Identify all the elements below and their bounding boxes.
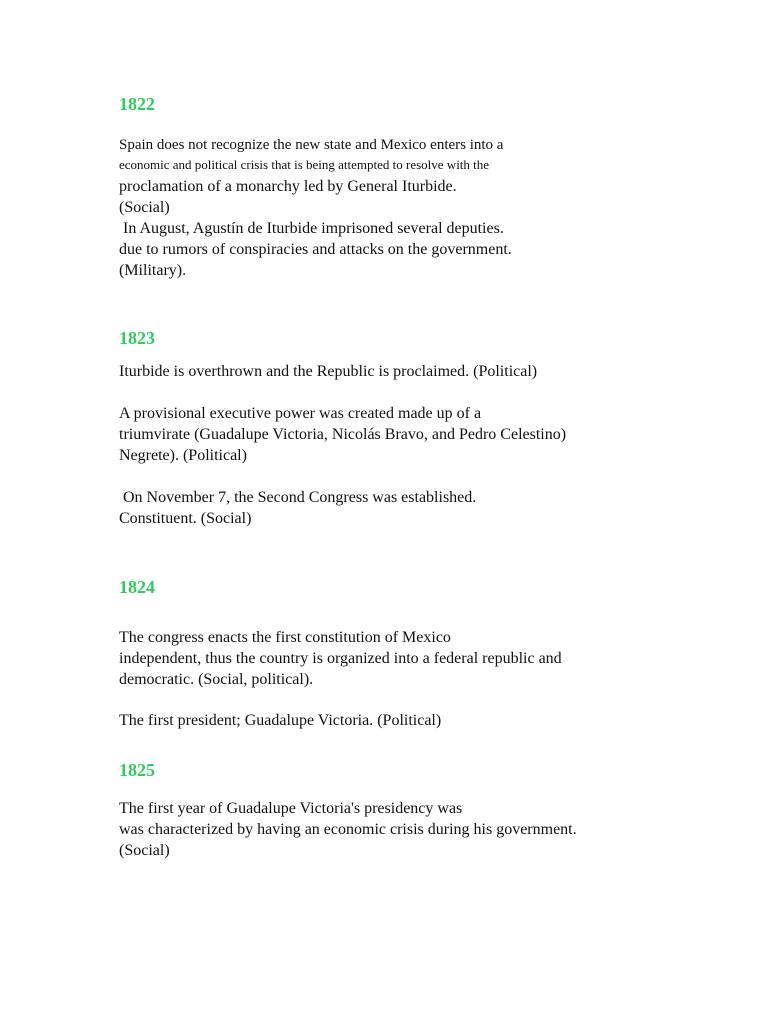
text-line: The congress enacts the first constitution of Mexico xyxy=(119,629,451,646)
text-line: The first year of Guadalupe Victoria's presidency was xyxy=(119,800,463,817)
text-line: (Social) xyxy=(119,842,170,859)
text-line: independent, thus the country is organized into a federal republic and xyxy=(119,650,562,667)
text-line: due to rumors of conspiracies and attacks on the government. xyxy=(119,241,512,258)
text-line: Negrete). (Political) xyxy=(119,447,247,464)
year-heading-1824: 1824 xyxy=(119,577,155,597)
text-line: (Military). xyxy=(119,262,187,279)
year-heading-1825: 1825 xyxy=(119,760,155,780)
text-line: Iturbide is overthrown and the Republic is proclaimed. (Political) xyxy=(119,363,538,380)
year-heading-1822: 1822 xyxy=(119,94,155,114)
text-line: was characterized by having an economic crisis during his government. xyxy=(119,821,577,838)
text-line: economic and political crisis that is being attempted to resolve with the xyxy=(119,157,490,172)
text-line: Constituent. (Social) xyxy=(119,510,252,527)
text-line: A provisional executive power was created made up of a xyxy=(119,405,482,422)
text-line: (Social) xyxy=(119,199,170,216)
text-line: In August, Agustín de Iturbide imprisoned several deputies. xyxy=(119,220,504,237)
text-line: proclamation of a monarchy led by General Iturbide. xyxy=(119,178,457,195)
year-heading-1823: 1823 xyxy=(119,328,155,348)
text-line: On November 7, the Second Congress was established. xyxy=(119,489,477,506)
text-line: triumvirate (Guadalupe Victoria, Nicolás Bravo, and Pedro Celestino) xyxy=(119,426,567,443)
text-line: democratic. (Social, political). xyxy=(119,671,314,688)
text-line: Spain does not recognize the new state and Mexico enters into a xyxy=(119,137,504,153)
text-line: The first president; Guadalupe Victoria. (Political) xyxy=(119,712,442,729)
